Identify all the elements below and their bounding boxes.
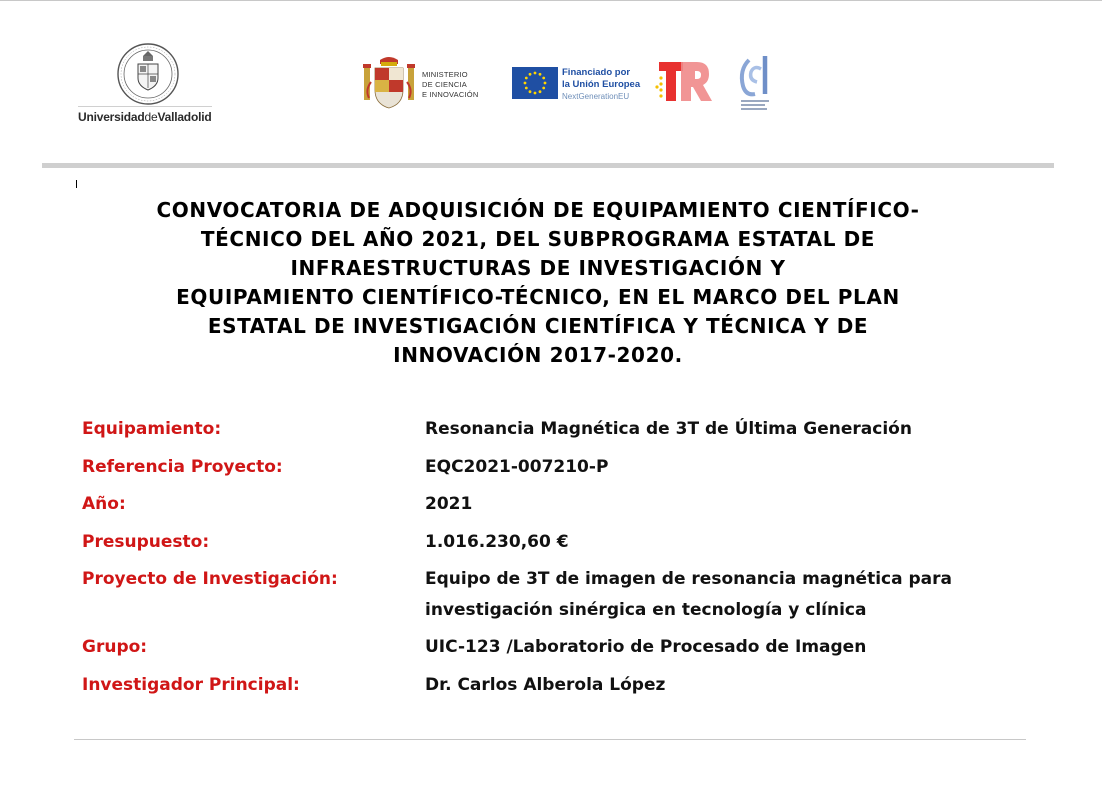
detail-label: Grupo:	[82, 637, 148, 657]
title-line: TÉCNICO DEL AÑO 2021, DEL SUBPROGRAMA ESTATAL DE	[200, 227, 876, 251]
detail-label: Equipamiento:	[82, 419, 222, 439]
footer-divider	[74, 739, 1026, 740]
aei-logo	[735, 52, 775, 112]
detail-label: Año:	[82, 494, 126, 514]
detail-label: Investigador Principal:	[82, 675, 300, 695]
title-line: ESTATAL DE INVESTIGACIÓN CIENTÍFICA Y TÉCNICA Y DE	[207, 314, 869, 338]
detail-value: Resonancia Magnética de 3T de Última Generación	[425, 419, 912, 439]
title-line: EQUIPAMIENTO CIENTÍFICO-TÉCNICO, EN EL MARCO DEL PLAN	[176, 285, 900, 309]
detail-value: Equipo de 3T de imagen de resonancia magnética para	[425, 569, 952, 589]
title-line: CONVOCATORIA DE ADQUISICIÓN DE EQUIPAMIENTO CIENTÍFICO-	[156, 198, 920, 222]
tr-plan-recuperacion-logo	[655, 56, 713, 106]
document-title	[68, 196, 1008, 370]
uva-divider	[78, 106, 212, 107]
detail-label: Presupuesto:	[82, 532, 210, 552]
ministerio-text: MINISTERIO DE CIENCIA E INNOVACIÓN	[422, 70, 479, 99]
spain-coat-of-arms-icon	[362, 56, 416, 112]
uva-logo	[78, 40, 218, 126]
detail-label: Proyecto de Investigación:	[82, 569, 338, 589]
detail-value: 1.016.230,60 €	[425, 532, 569, 552]
eu-funding-logo	[512, 67, 652, 101]
detail-value: EQC2021-007210-P	[425, 457, 609, 477]
text-cursor	[76, 180, 77, 188]
title-line: INNOVACIÓN 2017-2020.	[393, 343, 683, 367]
detail-value: Dr. Carlos Alberola López	[425, 675, 666, 695]
uva-seal-icon	[116, 42, 180, 106]
detail-value: 2021	[425, 494, 473, 514]
header-divider	[42, 163, 1054, 168]
eu-funding-text: Financiado por la Unión Europea NextGenerationEU	[562, 67, 641, 101]
title-line: INFRAESTRUCTURAS DE INVESTIGACIÓN Y	[290, 256, 786, 280]
detail-value-continued: investigación sinérgica en tecnología y clínica	[425, 600, 867, 620]
eu-flag-icon	[512, 67, 558, 99]
uva-wordmark: UniversidaddeValladolid	[78, 110, 212, 124]
detail-value: UIC-123 /Laboratorio de Procesado de Imagen	[425, 637, 867, 657]
top-border	[0, 0, 1102, 1]
ministerio-logo	[362, 56, 502, 112]
detail-label: Referencia Proyecto:	[82, 457, 283, 477]
